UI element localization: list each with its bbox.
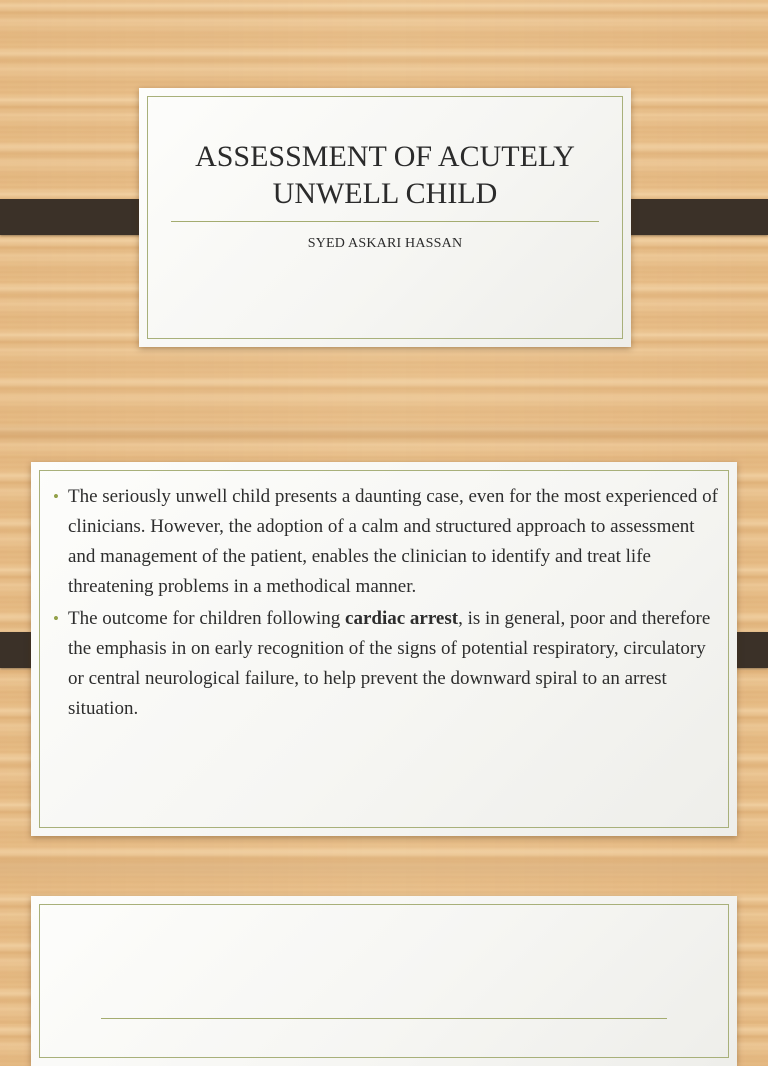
binder-strap-right (612, 199, 768, 235)
bullet-text-pre: The outcome for children following (68, 608, 346, 629)
wood-band (0, 420, 768, 446)
content-slide[interactable] (31, 462, 737, 836)
bullet-dot-icon: • (53, 609, 59, 628)
wood-band (0, 855, 768, 881)
bullet-item (53, 482, 721, 602)
bullet-text-post: , is in general, poor and therefore the emphasis in on early recognition of the signs of potential respiratory, circulatory or central neurological failure, to help prevent the downward spiral to an arrest situation. (68, 608, 711, 719)
bullet-dot-icon: • (53, 487, 59, 506)
bullet-text-bold: cardiac arrest (345, 608, 459, 629)
slide-frame (39, 904, 729, 1058)
slide-frame (147, 96, 623, 339)
slide-title: ASSESSMENT OF ACUTELY UNWELL CHILD (195, 140, 575, 210)
bullet-text: The seriously unwell child presents a daunting case, even for the most experienced of clinicians. However, the adoption of a calm and structured approach to assessment and management of the patient, enables the clinician to identify and treat life threatening problems in a methodical manner. (68, 486, 719, 597)
bullet-list (53, 482, 721, 724)
title-divider (101, 1018, 667, 1019)
title-slide[interactable] (139, 88, 631, 347)
title-divider (171, 221, 599, 222)
binder-strap-left (0, 199, 156, 235)
bullet-item (53, 604, 721, 724)
slide-subtitle: SYED ASKARI HASSAN (307, 236, 463, 251)
next-slide[interactable] (31, 896, 737, 1066)
